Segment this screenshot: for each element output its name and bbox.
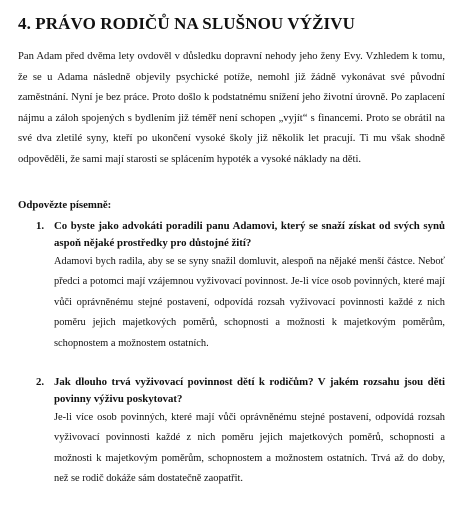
question-text: Co byste jako advokáti poradili panu Adamovi, který se snaží získat od svých synů aspoň nějaké prostředky pro důstojné žití? [54,219,445,249]
instruction-heading: Odpovězte písemně: [18,198,112,211]
question-item-1 [18,218,445,355]
answer-text: Adamovi bych radila, aby se se syny snažil domluvit, alespoň na nějaké menší částce. Neboť předci a potomci mají vzájemnou vyživovací povinnost. Je-li více osob povinných, které mají vůči oprávněnému stejné postavení, odpovídá rozsah vyživovací povinnosti každé z nich poměru jejich majetkových poměrů, schopnosti a možnosti k majetkovým poměrům, schopnostem a možnostem ostatních. [54,255,445,349]
intro-paragraph: Pan Adam před dvěma lety ovdověl v důsledku dopravní nehody jeho ženy Evy. Vzhledem k tomu, že se u Adama následně objevily psychické potíže, nemohl již žádně vykonávat své původní zaměstnání. Nyní je bez práce. Proto došlo k podstatnému snížení jeho životní úrovně. Po zaplacení nájmu a záloh spojených s bydlením již téměř není schopen „vyjít“ s financemi. Proto se obrátil na své dva zletilé syny, kteří po ukončení vysoké školy již několik let pracují. Ti mu však shodně odpověděli, že sami mají starosti se splácením hypoték a vysoké náklady na děti. [18,51,445,165]
question-number: 2. [36,375,45,388]
question-item-2 [18,374,445,490]
page-title: 4. PRÁVO RODIČŮ NA SLUŠNOU VÝŽIVU [18,14,356,33]
question-list [18,218,445,490]
question-number: 1. [36,219,45,232]
answer-text: Je-li více osob povinných, které mají vůči oprávněnému stejné postavení, odpovídá rozsah vyživovací povinnosti každé z nich poměru jejich majetkových poměrů, schopnosti a možnosti k majetkovým poměrům, schopnostem a možnostem ostatních. Trvá až do doby, než se rodič dokáže sám dostatečně zaopatřit. [54,411,445,485]
question-text: Jak dlouho trvá vyživovací povinnost dětí k rodičům? V jakém rozsahu jsou děti povinny výživu poskytovat? [54,375,445,405]
